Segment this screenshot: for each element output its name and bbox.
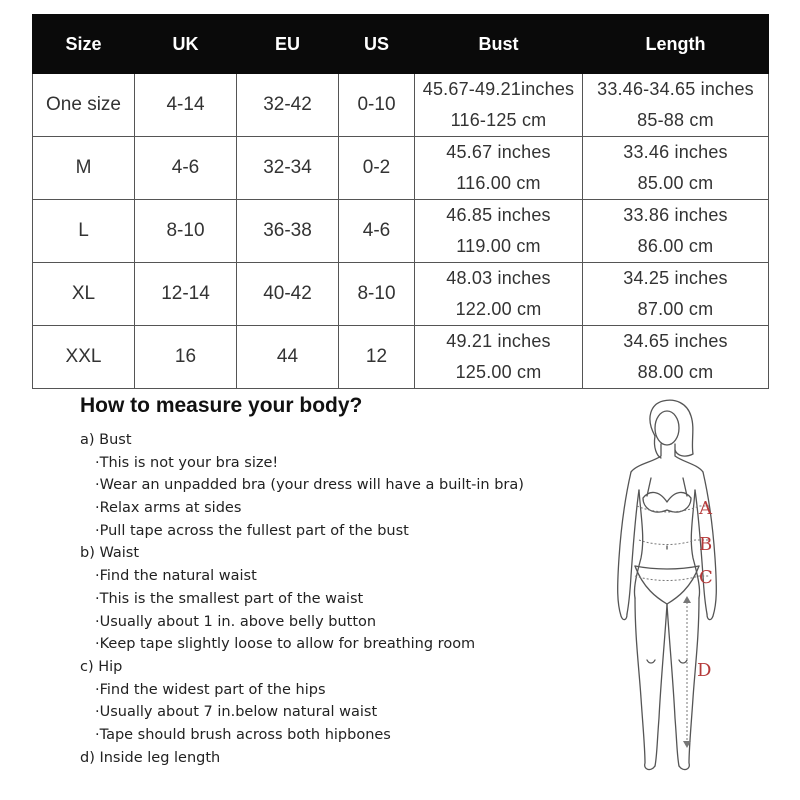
guide-tip: ·Keep tape slightly loose to allow for breathing room	[95, 636, 476, 653]
cell-length-cm: 85-88 cm	[637, 110, 714, 130]
cell-length-inches: 33.46 inches	[623, 142, 728, 162]
cell-length	[583, 74, 769, 137]
guide-section-heading: c) Hip	[80, 658, 123, 675]
guide-tip: ·Pull tape across the fullest part of the bust	[95, 522, 409, 539]
table-row	[33, 263, 769, 326]
guide-tip: ·Find the widest part of the hips	[95, 681, 326, 698]
cell-eu: 40-42	[237, 263, 339, 326]
table-row	[33, 326, 769, 389]
cell-bust	[415, 263, 583, 326]
guide-tip: ·Usually about 7 in.below natural waist	[95, 704, 378, 721]
guide-tip: ·Find the natural waist	[95, 568, 257, 585]
cell-size: L	[33, 200, 135, 263]
cell-eu: 32-34	[237, 137, 339, 200]
cell-length-cm: 85.00 cm	[637, 173, 714, 193]
cell-size: One size	[33, 74, 135, 137]
cell-eu: 32-42	[237, 74, 339, 137]
cell-length-cm: 88.00 cm	[637, 362, 714, 382]
guide-tip: ·This is the smallest part of the waist	[95, 590, 364, 607]
cell-length-inches: 33.46-34.65 inches	[597, 79, 754, 99]
cell-bust-inches: 46.85 inches	[446, 205, 551, 225]
body-measurement-figure	[595, 398, 765, 778]
cell-bust-cm: 116.00 cm	[456, 173, 541, 193]
cell-uk: 4-6	[135, 137, 237, 200]
measure-label-a: A	[699, 498, 712, 519]
cell-size: XXL	[33, 326, 135, 389]
cell-bust	[415, 74, 583, 137]
guide-section-heading: a) Bust	[80, 432, 132, 448]
measure-label-b: B	[699, 534, 713, 555]
cell-uk: 8-10	[135, 200, 237, 263]
cell-bust-cm: 119.00 cm	[456, 236, 541, 256]
cell-uk: 4-14	[135, 74, 237, 137]
cell-length-inches: 34.25 inches	[623, 268, 728, 288]
table-row	[33, 137, 769, 200]
cell-us: 0-2	[339, 137, 415, 200]
guide-tip: ·Usually about 1 in. above belly button	[95, 613, 377, 630]
measure-label-c: C	[699, 567, 713, 588]
cell-length-inches: 33.86 inches	[623, 205, 728, 225]
table-header-row	[33, 15, 769, 74]
table-row	[33, 74, 769, 137]
table-row	[33, 200, 769, 263]
cell-us: 12	[339, 326, 415, 389]
size-chart-table	[32, 14, 769, 389]
header-eu: EU	[237, 15, 339, 74]
cell-eu: 36-38	[237, 200, 339, 263]
cell-length-cm: 87.00 cm	[637, 299, 714, 319]
measure-guide-title: How to measure your body?	[80, 394, 363, 417]
cell-bust-inches: 45.67 inches	[446, 142, 551, 162]
cell-bust-inches: 48.03 inches	[446, 268, 551, 288]
guide-tip: ·Wear an unpadded bra (your dress will have a built-in bra)	[95, 477, 524, 494]
cell-bust	[415, 200, 583, 263]
cell-us: 8-10	[339, 263, 415, 326]
cell-eu: 44	[237, 326, 339, 389]
cell-us: 4-6	[339, 200, 415, 263]
cell-bust-cm: 122.00 cm	[455, 299, 542, 319]
cell-length	[583, 200, 769, 263]
cell-bust-inches: 45.67-49.21inches	[422, 79, 575, 99]
guide-section-heading: b) Waist	[80, 545, 140, 562]
cell-length-cm: 86.00 cm	[637, 236, 714, 256]
guide-tip: ·Relax arms at sides	[95, 500, 242, 517]
cell-length	[583, 326, 769, 389]
header-length: Length	[583, 15, 769, 74]
guide-section-heading: d) Inside leg length	[80, 749, 221, 766]
header-us: US	[339, 15, 415, 74]
cell-size: XL	[33, 263, 135, 326]
guide-tip: ·This is not your bra size!	[95, 454, 279, 471]
cell-length	[583, 137, 769, 200]
cell-bust-inches: 49.21 inches	[446, 331, 551, 351]
header-bust: Bust	[415, 15, 583, 74]
measure-label-d: D	[697, 660, 712, 681]
guide-tip: ·Tape should brush across both hipbones	[95, 726, 391, 743]
cell-bust-cm: 125.00 cm	[455, 362, 542, 382]
cell-bust-cm: 116-125 cm	[450, 110, 547, 130]
cell-us: 0-10	[339, 74, 415, 137]
header-size: Size	[33, 15, 135, 74]
cell-length-inches: 34.65 inches	[623, 331, 728, 351]
measure-guide-list	[80, 429, 620, 769]
cell-bust	[415, 137, 583, 200]
cell-uk: 16	[135, 326, 237, 389]
header-uk: UK	[135, 15, 237, 74]
cell-size: M	[33, 137, 135, 200]
cell-bust	[415, 326, 583, 389]
cell-length	[583, 263, 769, 326]
cell-uk: 12-14	[135, 263, 237, 326]
